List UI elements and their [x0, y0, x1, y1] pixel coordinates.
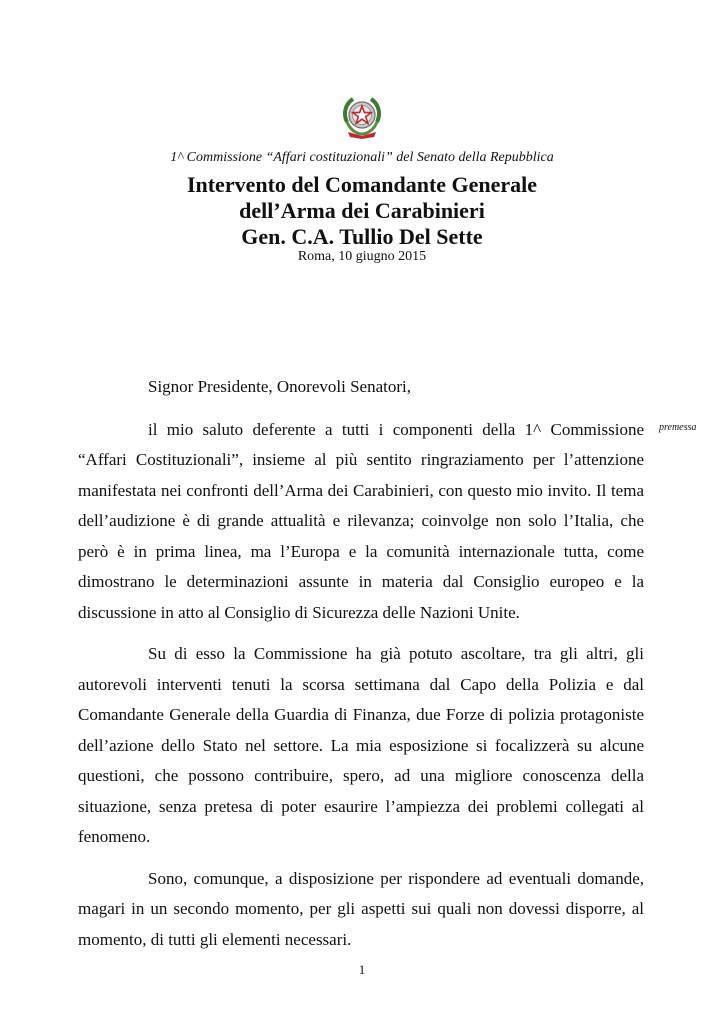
body-paragraph: Sono, comunque, a disposizione per rispondere ad eventuali domande, magari in un secondo momento, per gli aspetti sui quali non dovessi disporre, al momento, di tutti gli elementi necessari.	[78, 868, 644, 949]
emblem-of-italy-icon	[339, 92, 385, 140]
body-paragraph: Su di esso la Commissione ha già potuto ascoltare, tra gli altri, gli autorevoli interventi tenuti la scorsa settimana dal Capo della Polizia e dal Comandante Generale della Guardia di Finanza, due Forze di polizia protagoniste dell’azione dello Stato nel settore. La mia esposizione si focalizzerà su alcune questioni, che possono contribuire, spero, ad una migliore conoscenza della situazione, senza pretesa di poter esaurire l’ampiezza dei problemi collegati al fenomeno.	[78, 644, 644, 846]
place-date: Roma, 10 giugno 2015	[297, 249, 427, 264]
document-title	[0, 172, 724, 250]
commission-line: 1^ Commissione “Affari costituzionali” del Senato della Repubblica	[170, 150, 554, 165]
document-body	[78, 372, 644, 966]
salutation: Signor Presidente, Onorevoli Senatori,	[148, 377, 411, 396]
title-line: dell’Arma dei Carabinieri	[239, 198, 485, 223]
title-line: Intervento del Comandante Generale	[186, 172, 538, 197]
margin-note: premessa	[659, 422, 697, 433]
title-line: Gen. C.A. Tullio Del Sette	[241, 224, 483, 249]
body-paragraph: il mio saluto deferente a tutti i componenti della 1^ Commissione “Affari Costituzionali”, insieme al più sentito ringraziamento per l’attenzione manifestata nei confronti dell’Arma dei Carabinieri, con questo mio invito. Il tema dell’audizione è di grande attualità e rilevanza; coinvolge non solo l’Italia, che però è in prima linea, ma l’Europa e la comunità internazionale tutta, come dimostrano le determinazioni assunte in materia dal Consiglio europeo e la discussione in atto al Consiglio di Sicurezza delle Nazioni Unite.	[78, 419, 644, 622]
page-number: 1	[358, 962, 366, 977]
